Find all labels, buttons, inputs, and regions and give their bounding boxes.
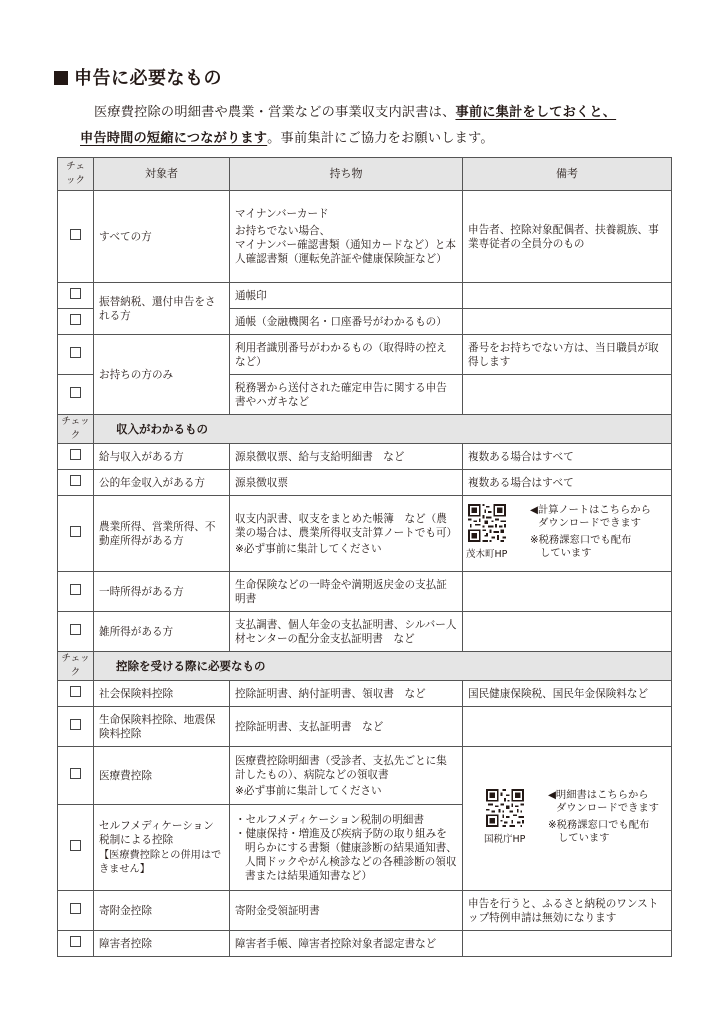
target-cell: 振替納税、還付申告をされる方 — [94, 283, 230, 335]
table-row — [58, 931, 672, 957]
qr-caption: ◀計算ノートはこちらから ダウンロードできます ※税務課窓口でも配布 しています — [530, 503, 651, 559]
qr-label: 茂木町HP — [466, 548, 508, 560]
target-cell: 農業所得、営業所得、不動産所得がある方 — [94, 496, 230, 572]
qr-code-icon[interactable] — [468, 504, 506, 542]
remarks-cell: 番号をお持ちでない方は、当日職員が取得します — [463, 335, 672, 375]
checkbox[interactable] — [70, 686, 81, 697]
header-check: チェック — [58, 158, 94, 191]
checkbox[interactable] — [70, 288, 81, 299]
remarks-cell — [463, 283, 672, 309]
remarks-cell — [463, 496, 672, 572]
items-cell: 障害者手帳、障害者控除対象者認定書など — [230, 931, 463, 957]
target-cell: 社会保険料控除 — [94, 681, 230, 707]
remarks-cell — [463, 612, 672, 652]
intro-paragraph: 医療費控除の明細書や農業・営業などの事業収支内訳書は、事前に集計をしておくと、 申告時間の短縮につながります。事前集計にご協力をお願いします。 — [80, 105, 617, 146]
table-row — [58, 496, 672, 572]
checkbox[interactable] — [70, 526, 81, 537]
checkbox[interactable] — [70, 903, 81, 914]
section-title: 収入がわかるもの — [94, 415, 672, 444]
table-row — [58, 707, 672, 747]
table-row — [58, 444, 672, 470]
section-header-deduction: チェック 控除を受ける際に必要なもの — [58, 652, 672, 681]
header-items: 持ち物 — [230, 158, 463, 191]
items-cell: 生命保険などの一時金や満期返戻金の支払証明書 — [230, 572, 463, 612]
checkbox[interactable] — [70, 475, 81, 486]
target-cell: すべての方 — [94, 191, 230, 283]
remarks-cell: 複数ある場合はすべて — [463, 470, 672, 496]
target-cell: お持ちの方のみ — [94, 335, 230, 415]
section-header-income: チェック 収入がわかるもの — [58, 415, 672, 444]
items-cell: 支払調書、個人年金の支払証明書、シルバー人材センターの配分金支払証明書 など — [230, 612, 463, 652]
header-target: 対象者 — [94, 158, 230, 191]
target-cell: 雑所得がある方 — [94, 612, 230, 652]
checkbox[interactable] — [70, 387, 81, 398]
checkbox[interactable] — [70, 229, 81, 240]
square-bullet-icon — [54, 71, 68, 85]
remarks-cell: 申告を行うと、ふるさと納税のワンストップ特例申請は無効になります — [463, 891, 672, 931]
qr-code-icon[interactable] — [486, 789, 524, 827]
target-cell: 公的年金収入がある方 — [94, 470, 230, 496]
table-row — [58, 612, 672, 652]
requirements-table — [57, 157, 672, 957]
remarks-cell — [463, 375, 672, 415]
checkbox[interactable] — [70, 314, 81, 325]
items-cell: 税務署から送付された確定申告に関する申告書やハガキなど — [230, 375, 463, 415]
remarks-cell — [463, 309, 672, 335]
items-cell: 収支内訳書、収支をまとめた帳簿 など（農業の場合は、農業所得収支計算ノートでも可） ※必ず事前に集計してください — [230, 496, 463, 572]
items-cell: ・セルフメディケーション税制の明細書 ・健康保持・増進及び疾病予防の取り組みを明らかにする書類（健康診断の結果通知書、人間ドックやがん検診などの各種診断の領収書または結果通知書など） — [230, 805, 463, 891]
items-cell: 通帳（金融機関名・口座番号がわかるもの） — [230, 309, 463, 335]
checkbox[interactable] — [70, 768, 81, 779]
target-cell: 医療費控除 — [94, 747, 230, 805]
checkbox[interactable] — [70, 584, 81, 595]
qr-label: 国税庁HP — [484, 833, 526, 845]
header-remarks: 備考 — [463, 158, 672, 191]
target-cell: 給与収入がある方 — [94, 444, 230, 470]
table-row — [58, 470, 672, 496]
table-row — [58, 191, 672, 283]
target-cell: 生命保険料控除、地震保険料控除 — [94, 707, 230, 747]
table-row — [58, 572, 672, 612]
remarks-cell: 国民健康保険税、国民年金保険料など — [463, 681, 672, 707]
target-cell: セルフメディケーション税制による控除 【医療費控除との併用はできません】 — [94, 805, 230, 891]
table-row — [58, 747, 672, 805]
items-cell: 医療費控除明細書（受診者、支払先ごとに集計したもの）、病院などの領収書 ※必ず事前に集計してください — [230, 747, 463, 805]
target-cell: 寄附金控除 — [94, 891, 230, 931]
checkbox[interactable] — [70, 624, 81, 635]
remarks-cell: 複数ある場合はすべて — [463, 444, 672, 470]
header-row — [58, 158, 672, 191]
checkbox[interactable] — [70, 347, 81, 358]
remarks-cell — [463, 931, 672, 957]
items-cell: 源泉徴収票、給与支給明細書 など — [230, 444, 463, 470]
checkbox[interactable] — [70, 936, 81, 947]
section-title: 控除を受ける際に必要なもの — [94, 652, 672, 681]
checkbox[interactable] — [70, 840, 81, 851]
items-cell: マイナンバーカード お持ちでない場合、 マイナンバー確認書類（通知カードなど）と本人確認書類（運転免許証や健康保険証など） — [230, 191, 463, 283]
target-cell: 一時所得がある方 — [94, 572, 230, 612]
checkbox[interactable] — [70, 719, 81, 730]
table-row — [58, 891, 672, 931]
remarks-cell: 申告者、控除対象配偶者、扶養親族、事業専従者の全員分のもの — [463, 191, 672, 283]
page-title: 申告に必要なもの — [54, 64, 222, 90]
items-cell: 控除証明書、支払証明書 など — [230, 707, 463, 747]
items-cell: 源泉徴収票 — [230, 470, 463, 496]
items-cell: 控除証明書、納付証明書、領収書 など — [230, 681, 463, 707]
items-cell: 利用者識別番号がわかるもの（取得時の控えなど） — [230, 335, 463, 375]
table-row — [58, 283, 672, 309]
table-row — [58, 681, 672, 707]
items-cell: 通帳印 — [230, 283, 463, 309]
items-cell: 寄附金受領証明書 — [230, 891, 463, 931]
target-cell: 障害者控除 — [94, 931, 230, 957]
remarks-cell — [463, 707, 672, 747]
checkbox[interactable] — [70, 449, 81, 460]
remarks-cell — [463, 747, 672, 891]
table-row — [58, 335, 672, 375]
remarks-cell — [463, 572, 672, 612]
qr-caption: ◀明細書はこちらから ダウンロードできます ※税務課窓口でも配布 しています — [548, 788, 659, 844]
